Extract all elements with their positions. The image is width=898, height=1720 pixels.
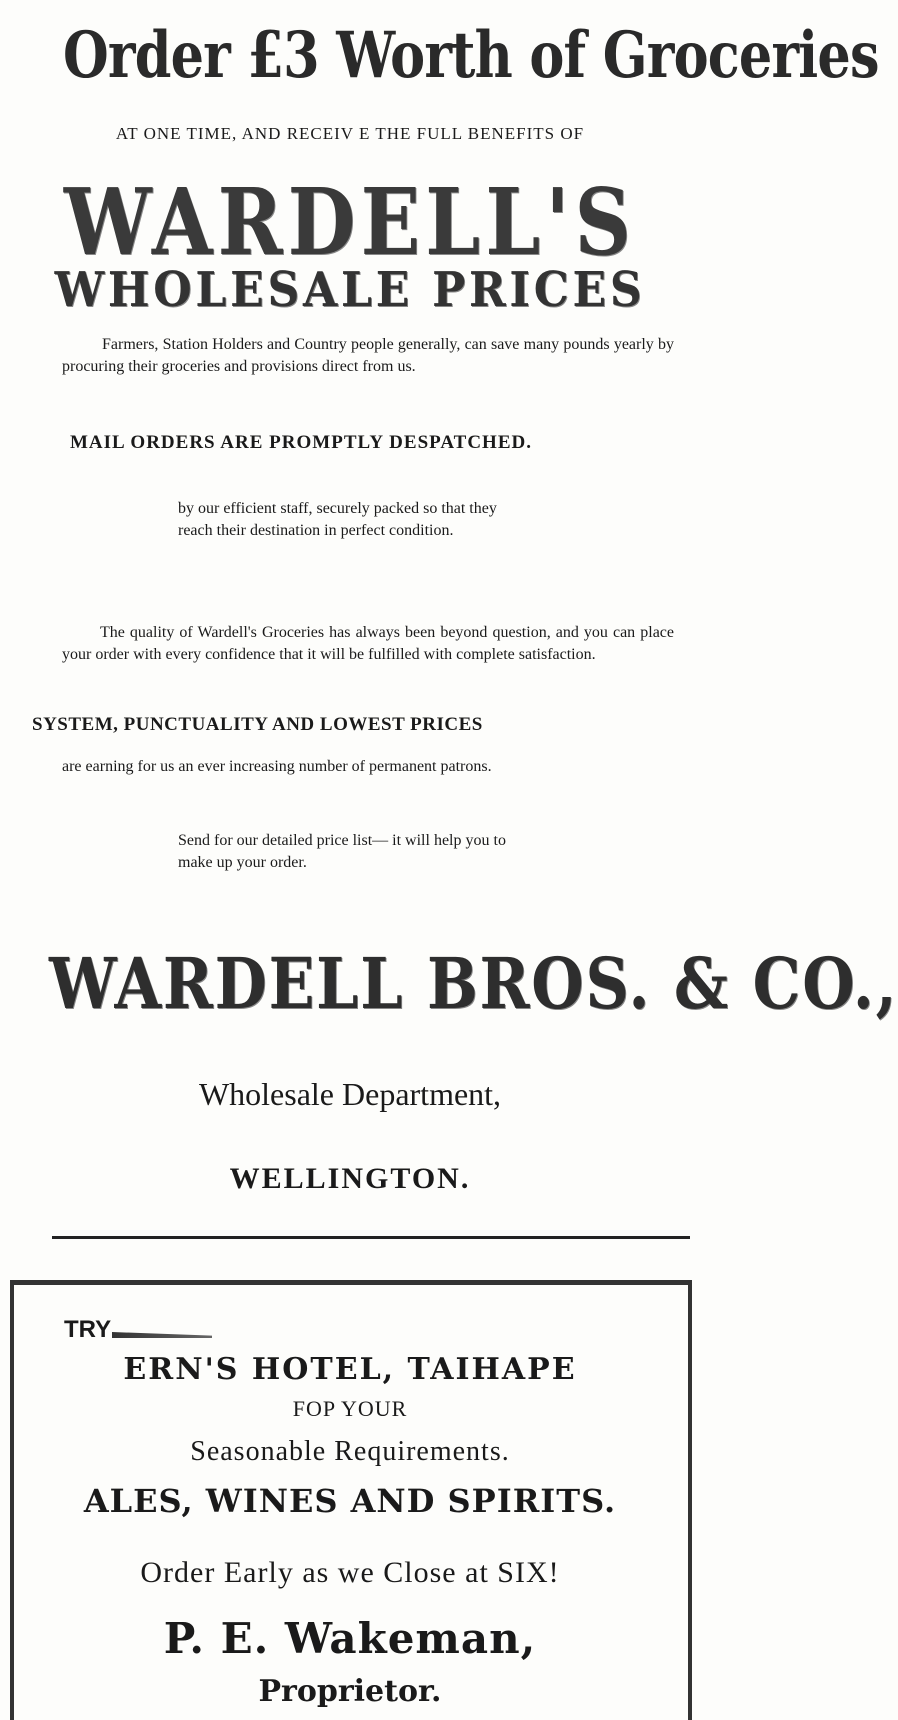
- price-list-paragraph: Send for our detailed price list— it will help you to make up your order.: [178, 832, 506, 871]
- try-label: TRY: [64, 1316, 112, 1343]
- divider-rule: [10, 1236, 690, 1239]
- headline: Order £3 Worth of Groceries: [63, 18, 879, 93]
- system-heading: SYSTEM, PUNCTUALITY AND LOWEST PRICES: [32, 714, 483, 735]
- proprietor-name: P. E. Wakeman,: [163, 1614, 537, 1663]
- mail-orders-heading: MAIL ORDERS ARE PROMPTLY DESPATCHED.: [70, 432, 532, 453]
- subheadline: AT ONE TIME, AND RECEIV E THE FULL BENEFITS OF: [115, 124, 585, 143]
- drinks: ALES, WINES AND SPIRITS.: [83, 1482, 617, 1520]
- divider-gap: [10, 1236, 52, 1239]
- brand-title: WARDELL'S: [63, 168, 637, 276]
- city: WELLINGTON.: [229, 1162, 471, 1195]
- quality-paragraph: The quality of Wardell's Groceries has always been beyond question, and you can place your order with every confidence that it will be fulfilled with complete satisfaction.: [62, 624, 674, 663]
- tagline: WHOLESALE PRICES: [54, 262, 646, 318]
- company-name: WARDELL BROS. & CO.,: [49, 942, 898, 1025]
- patrons-paragraph: are earning for us an ever increasing number of permanent patrons.: [62, 758, 492, 775]
- requirements: Seasonable Requirements.: [190, 1436, 510, 1467]
- hotel-name: ERN'S HOTEL, TAIHAPE: [123, 1352, 577, 1387]
- proprietor-title: Proprietor.: [258, 1674, 442, 1709]
- intro-paragraph: Farmers, Station Holders and Country people generally, can save many pounds yearly by procuring their groceries and provisions direct from us.: [62, 336, 674, 375]
- close-notice: Order Early as we Close at SIX!: [140, 1556, 560, 1589]
- for-your: FOP YOUR: [292, 1396, 408, 1421]
- department: Wholesale Department,: [198, 1076, 502, 1112]
- packing-paragraph: by our efficient staff, securely packed so that they reach their destination in perfect condition.: [178, 500, 497, 539]
